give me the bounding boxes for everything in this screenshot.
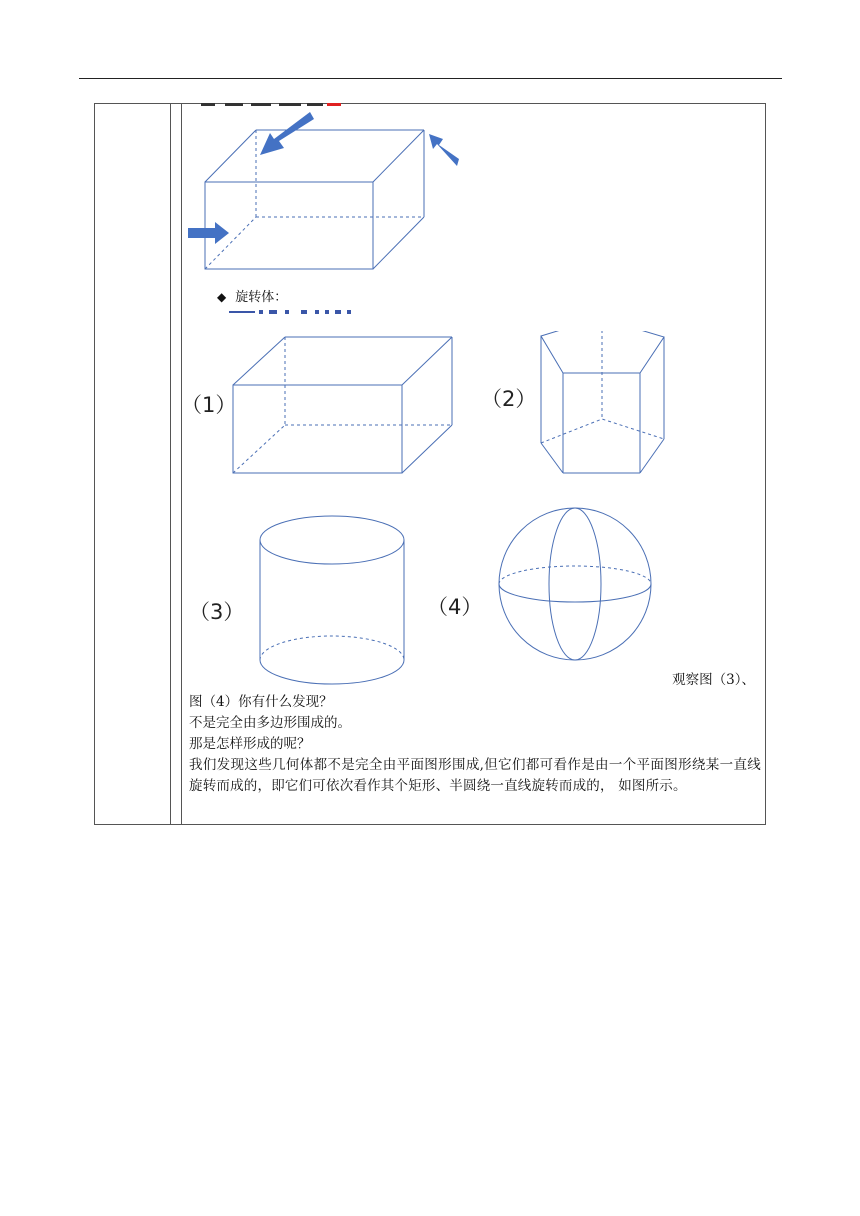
rotation-body-label: 旋转体： <box>235 290 288 305</box>
arrow-icon <box>260 112 314 155</box>
cylinder-shape <box>260 516 404 684</box>
cropped-title-fragment <box>201 103 323 106</box>
arrow-icon <box>429 134 459 166</box>
diamond-bullet-icon: ◆ <box>217 290 227 304</box>
lesson-cell <box>181 103 765 825</box>
figure-label-3: （3） <box>189 600 245 624</box>
observe-caption: 观察图（3）、 <box>672 672 755 688</box>
pentagonal-prism-shape <box>541 331 664 473</box>
text-line: 图（4）你有什么发现？ <box>189 694 333 710</box>
prism-arrows-figure <box>181 103 765 313</box>
conclusion-paragraph: 我们发现这些几何体都不是完全由平面图形围成,但它们都可看作是由一个平面图形绕某一直线旋转而成的，即它们可依次看作其个矩形、半圆绕一直线旋转而成的， 如图所示。 <box>189 757 761 794</box>
cropped-red-fragment <box>327 103 341 106</box>
sphere-shape <box>499 508 651 660</box>
rotation-body-heading <box>217 286 287 305</box>
figure-label-4: （4） <box>427 595 483 619</box>
discussion-text <box>189 692 761 797</box>
column-divider-1 <box>170 104 171 824</box>
cuboid-outline <box>205 130 424 269</box>
figure-label-2: （2） <box>481 387 537 411</box>
header-rule <box>79 78 782 79</box>
text-line: 不是完全由多边形围成的。 <box>189 715 351 731</box>
cuboid-shape <box>233 337 452 473</box>
figure-label-1: （1） <box>181 393 237 417</box>
solids-figure <box>181 331 765 686</box>
cropped-underline-fragment <box>229 308 429 316</box>
arrow-icon <box>188 222 229 244</box>
text-line: 那是怎样形成的呢？ <box>189 736 311 752</box>
